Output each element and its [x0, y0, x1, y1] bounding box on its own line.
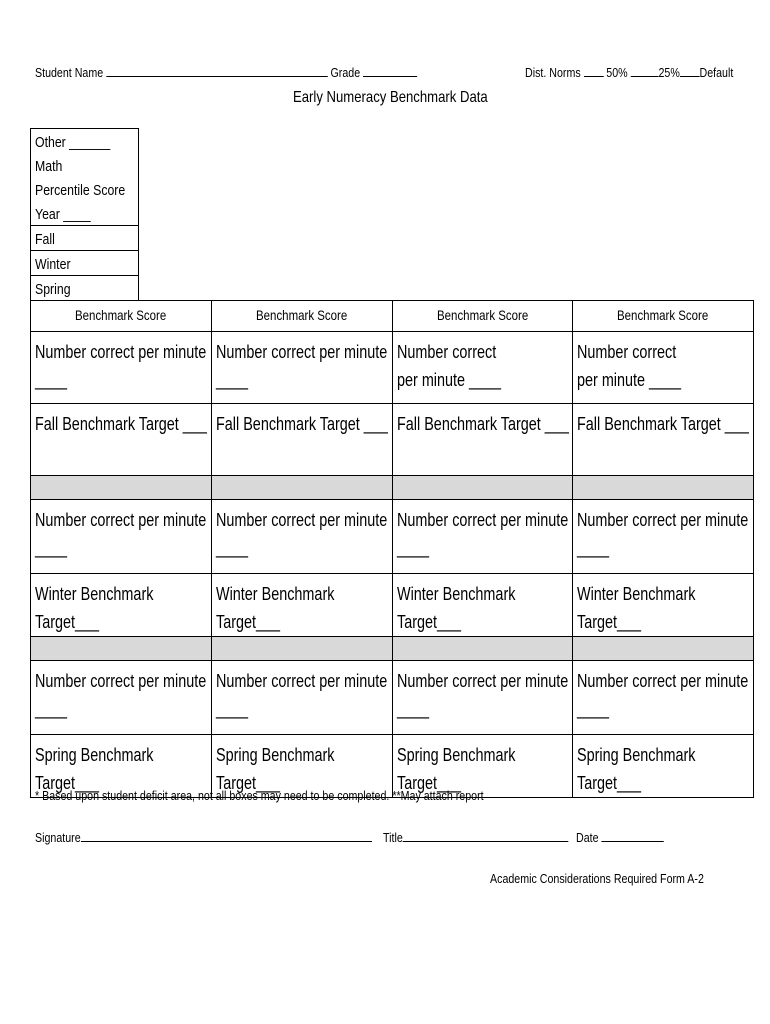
cell-text: Number correct per minute ____ [577, 342, 682, 390]
footnote: * Based upon student deficit area, not all boxes may need to be completed. **May attach report [35, 788, 484, 803]
cell-text: Number correct per minute ____ [396, 342, 501, 390]
percentile-header-cell [31, 129, 138, 226]
winter-target-cell[interactable] [211, 574, 392, 637]
separator-cell [573, 637, 754, 661]
percentile-box [30, 128, 139, 301]
fall-number-row [31, 332, 754, 404]
fall-label: Fall [35, 231, 55, 248]
header-label: Benchmark Score [617, 307, 709, 323]
cell-text: Number correct per minute ____ [396, 510, 568, 558]
spring-number-cell[interactable] [573, 661, 754, 735]
fall-target-cell[interactable] [573, 404, 754, 476]
separator-cell [31, 637, 212, 661]
fall-target-row [31, 404, 754, 476]
header-cell [31, 301, 212, 332]
winter-number-cell[interactable] [31, 500, 212, 574]
spring-number-cell[interactable] [211, 661, 392, 735]
norm-25-label: 25% [658, 65, 680, 80]
spring-cell[interactable] [31, 276, 138, 301]
signature-label: Signature [35, 830, 81, 845]
signature-row [35, 829, 372, 845]
dist-norms-label: Dist. Norms [525, 65, 581, 80]
separator-row [31, 476, 754, 500]
fall-number-cell[interactable] [31, 332, 212, 404]
fall-number-cell[interactable] [392, 332, 573, 404]
table-header-row [31, 301, 754, 332]
winter-number-cell[interactable] [392, 500, 573, 574]
year-label: Year ____ [35, 206, 91, 223]
winter-target-cell[interactable] [573, 574, 754, 637]
cell-text: Winter Benchmark Target___ [396, 584, 515, 632]
cell-text: Number correct per minute ____ [215, 342, 388, 390]
cell-text: Spring Benchmark Target___ [215, 745, 335, 793]
grade-label: Grade [330, 65, 361, 80]
cell-text: Number correct per minute ____ [215, 510, 388, 558]
benchmark-table [30, 300, 754, 798]
cell-text: Number correct per minute ____ [215, 671, 388, 719]
winter-label: Winter [35, 256, 71, 273]
cell-text: Number correct per minute ____ [577, 510, 749, 558]
cell-text: Spring Benchmark Target___ [396, 745, 515, 793]
page-title: Early Numeracy Benchmark Data [293, 89, 488, 106]
spring-number-cell[interactable] [31, 661, 212, 735]
norm-50-label: 50% [606, 65, 628, 80]
winter-target-cell[interactable] [392, 574, 573, 637]
header-label: Benchmark Score [436, 307, 529, 323]
norm-default-field[interactable] [680, 64, 700, 77]
cell-text: Number correct per minute ____ [396, 671, 568, 719]
title-label: Title [383, 830, 403, 845]
cell-text: Fall Benchmark Target ___ [577, 414, 750, 434]
date-field[interactable] [601, 829, 663, 842]
cell-text: Winter Benchmark Target___ [35, 584, 154, 632]
separator-cell [211, 476, 392, 500]
norm-default-label: Default [699, 65, 734, 80]
cell-text: Spring Benchmark Target___ [577, 745, 696, 793]
dist-norms-row [525, 64, 733, 80]
fall-target-cell[interactable] [31, 404, 212, 476]
spring-target-cell[interactable] [573, 735, 754, 798]
other-label: Other ______ [35, 134, 111, 151]
winter-number-row [31, 500, 754, 574]
title-field[interactable] [403, 829, 569, 842]
header-cell [211, 301, 392, 332]
header-cell [573, 301, 754, 332]
cell-text: Fall Benchmark Target ___ [396, 414, 569, 434]
spring-label: Spring [35, 281, 71, 298]
winter-target-cell[interactable] [31, 574, 212, 637]
percentile-label: Percentile Score [35, 182, 126, 199]
cell-text: Number correct per minute ____ [35, 342, 207, 390]
fall-cell[interactable] [31, 226, 138, 251]
fall-target-cell[interactable] [392, 404, 573, 476]
separator-cell [31, 476, 212, 500]
cell-text: Number correct per minute ____ [577, 671, 749, 719]
fall-number-cell[interactable] [211, 332, 392, 404]
norm-25-field[interactable] [631, 64, 659, 77]
cell-text: Spring Benchmark Target___ [35, 745, 154, 793]
spring-number-row [31, 661, 754, 735]
header-label: Benchmark Score [255, 307, 348, 323]
norm-50-field[interactable] [584, 64, 604, 77]
fall-target-cell[interactable] [211, 404, 392, 476]
winter-cell[interactable] [31, 251, 138, 276]
separator-cell [392, 476, 573, 500]
fall-number-cell[interactable] [573, 332, 754, 404]
separator-cell [392, 637, 573, 661]
form-id: Academic Considerations Required Form A-2 [490, 871, 704, 886]
math-label: Math [35, 158, 63, 175]
cell-text: Winter Benchmark Target___ [577, 584, 696, 632]
title-row [383, 829, 568, 845]
student-name-row [35, 64, 417, 80]
cell-text: Number correct per minute ____ [35, 671, 207, 719]
winter-number-cell[interactable] [573, 500, 754, 574]
student-name-label: Student Name [35, 65, 104, 80]
grade-field[interactable] [363, 64, 417, 77]
separator-cell [211, 637, 392, 661]
header-label: Benchmark Score [75, 307, 167, 323]
cell-text: Winter Benchmark Target___ [215, 584, 335, 632]
header-cell [392, 301, 573, 332]
separator-row [31, 637, 754, 661]
signature-field[interactable] [81, 829, 372, 842]
date-label: Date [576, 830, 599, 845]
spring-number-cell[interactable] [392, 661, 573, 735]
winter-target-row [31, 574, 754, 637]
cell-text: Fall Benchmark Target ___ [215, 414, 388, 434]
separator-cell [573, 476, 754, 500]
date-row [576, 829, 664, 845]
winter-number-cell[interactable] [211, 500, 392, 574]
cell-text: Number correct per minute ____ [35, 510, 207, 558]
student-name-field[interactable] [106, 64, 327, 77]
cell-text: Fall Benchmark Target ___ [35, 414, 207, 434]
